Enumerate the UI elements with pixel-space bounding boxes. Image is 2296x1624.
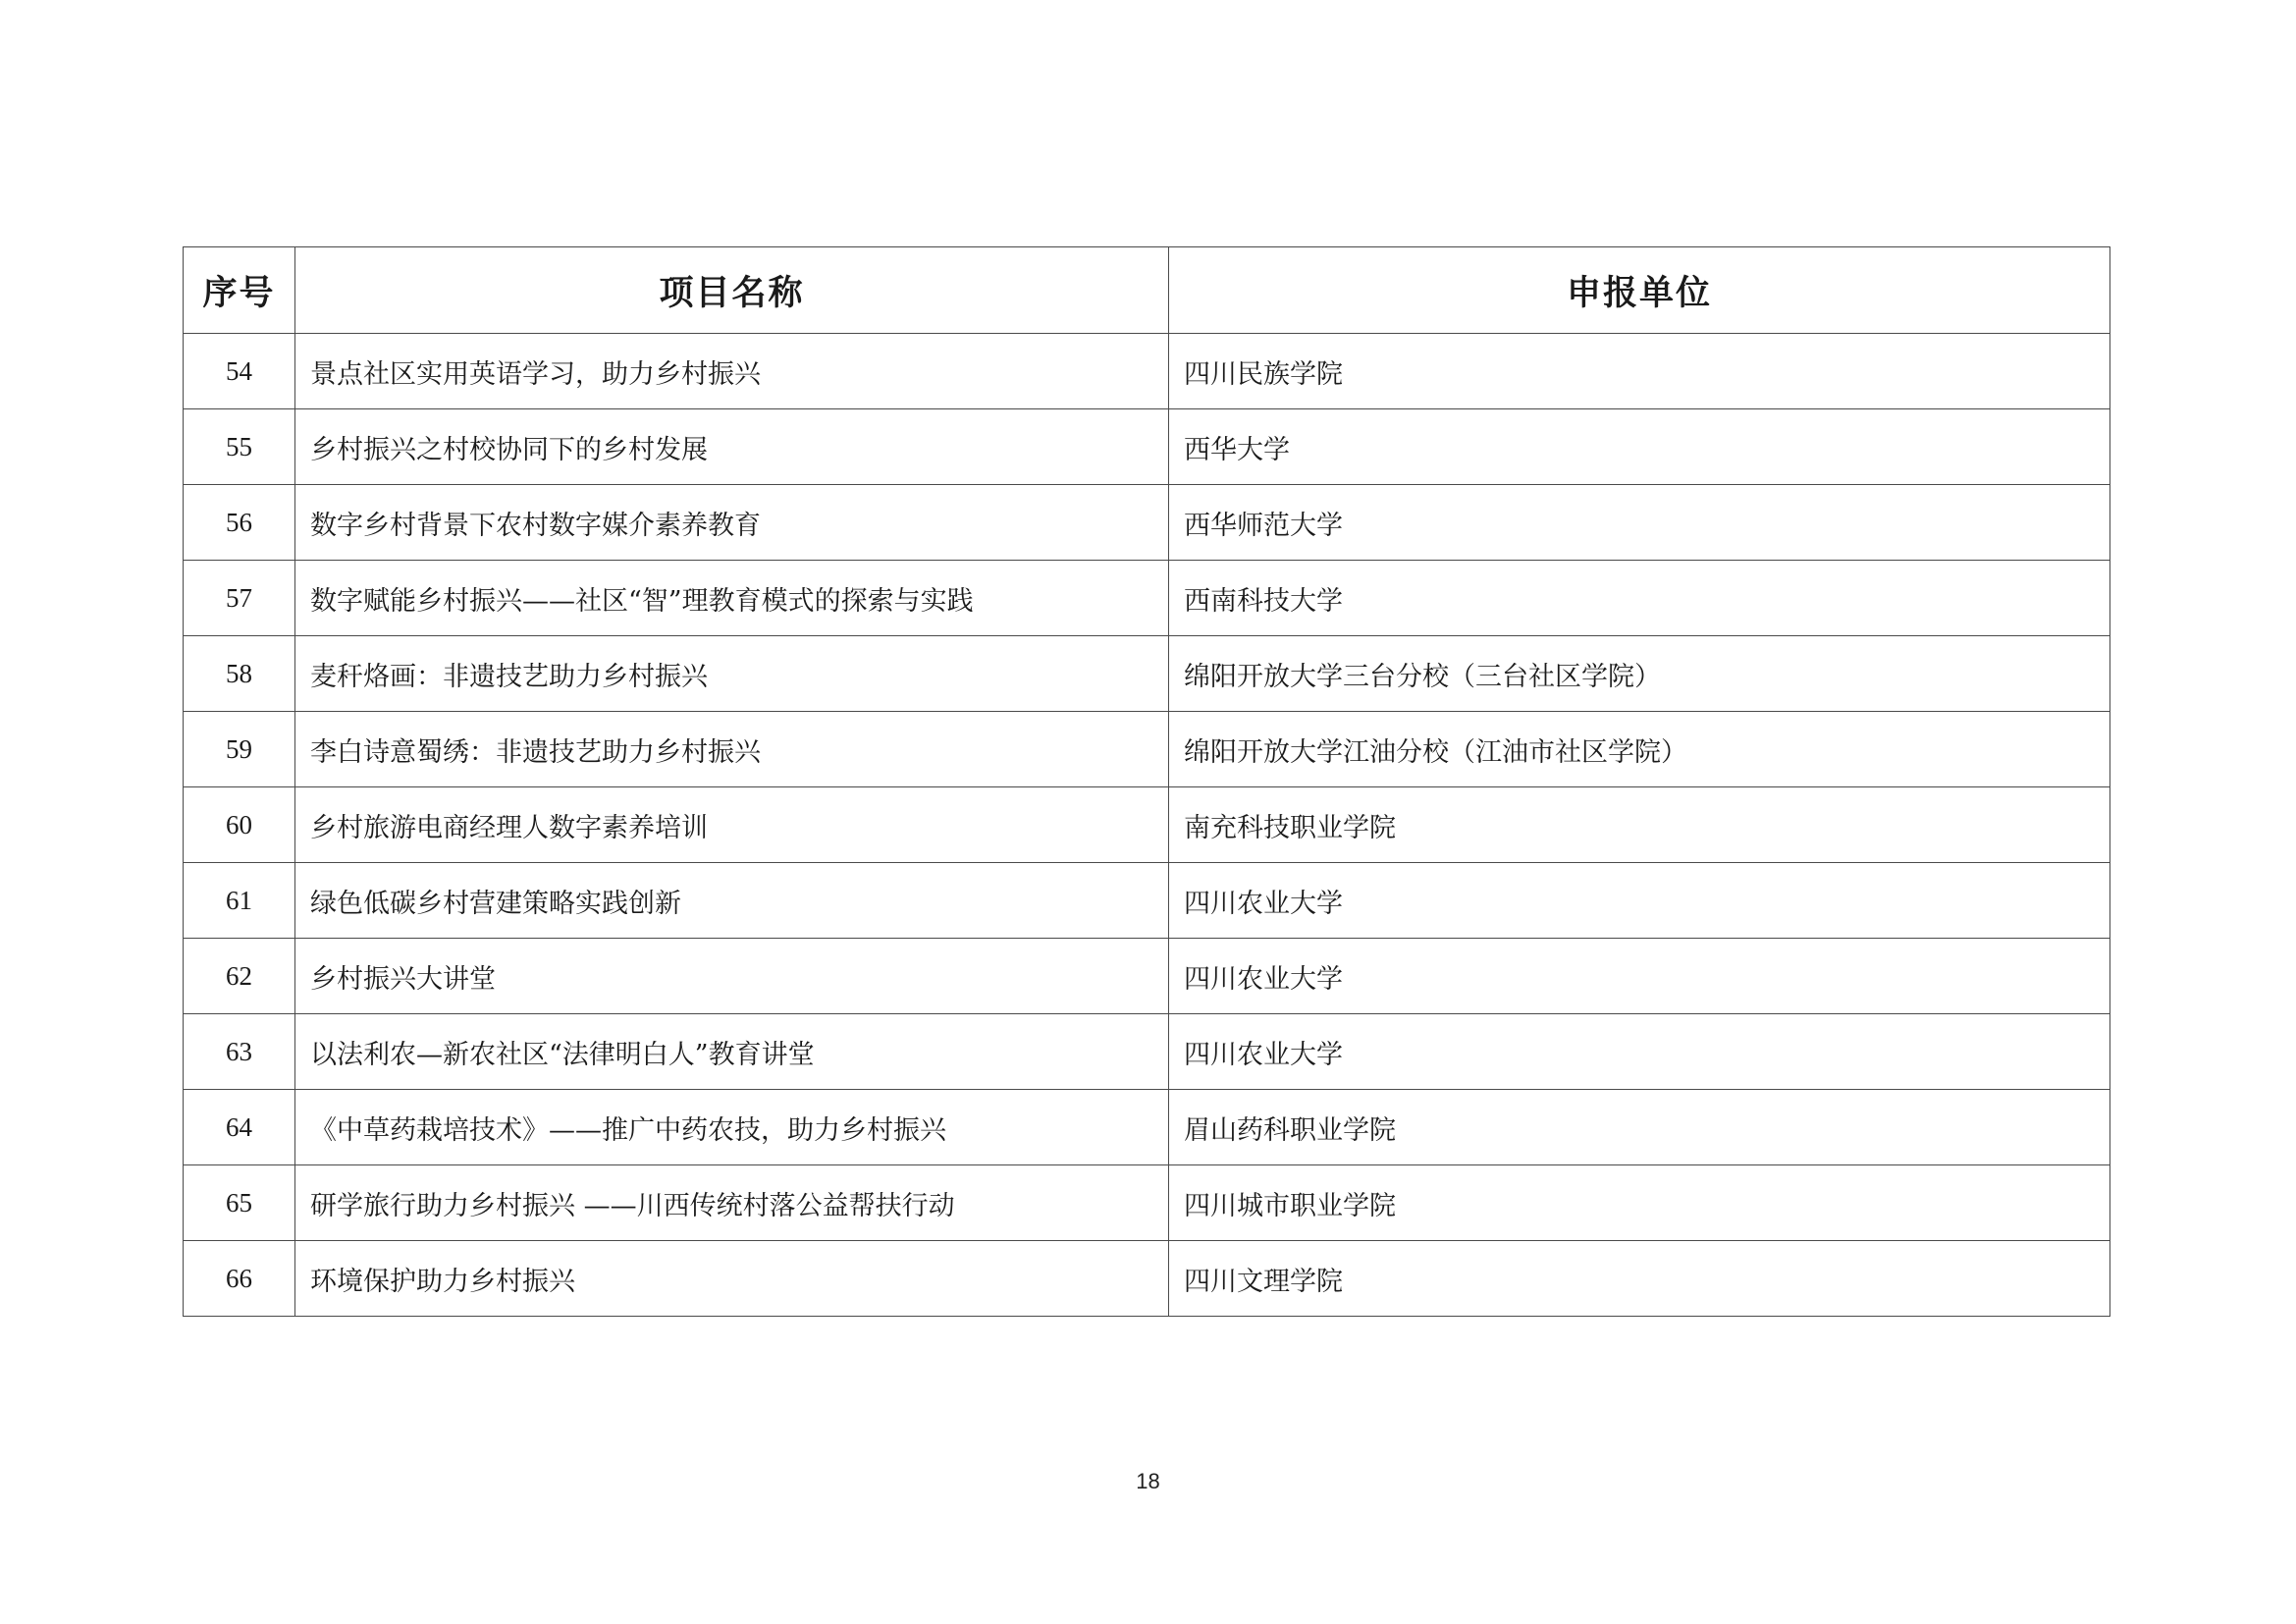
table-row [184, 485, 2110, 561]
serial-number-cell: 63 [184, 1014, 295, 1090]
table-row [184, 334, 2110, 409]
header-row [184, 247, 2110, 334]
project-name-cell: 李白诗意蜀绣：非遗技艺助力乡村振兴 [295, 712, 1169, 787]
applicant-unit-cell: 四川农业大学 [1169, 863, 2110, 939]
serial-number-cell: 65 [184, 1165, 295, 1241]
header-applicant-unit: 申报单位 [1169, 247, 2110, 334]
table-row [184, 561, 2110, 636]
applicant-unit-cell: 西华大学 [1169, 409, 2110, 485]
table-body [184, 334, 2110, 1317]
applicant-unit-cell: 绵阳开放大学江油分校（江油市社区学院） [1169, 712, 2110, 787]
applicant-unit-cell: 四川民族学院 [1169, 334, 2110, 409]
project-name-cell: 研学旅行助力乡村振兴 ——川西传统村落公益帮扶行动 [295, 1165, 1169, 1241]
table-row [184, 1165, 2110, 1241]
table-row [184, 939, 2110, 1014]
applicant-unit-cell: 四川城市职业学院 [1169, 1165, 2110, 1241]
table-row [184, 1241, 2110, 1317]
table-row [184, 863, 2110, 939]
project-name-cell: 以法利农—新农社区“法律明白人”教育讲堂 [295, 1014, 1169, 1090]
applicant-unit-cell: 四川文理学院 [1169, 1241, 2110, 1317]
header-project-name: 项目名称 [295, 247, 1169, 334]
applicant-unit-cell: 西华师范大学 [1169, 485, 2110, 561]
project-table [183, 246, 2110, 1317]
applicant-unit-cell: 四川农业大学 [1169, 1014, 2110, 1090]
header-serial-number: 序号 [184, 247, 295, 334]
serial-number-cell: 60 [184, 787, 295, 863]
applicant-unit-cell: 南充科技职业学院 [1169, 787, 2110, 863]
table-row [184, 1014, 2110, 1090]
serial-number-cell: 55 [184, 409, 295, 485]
serial-number-cell: 57 [184, 561, 295, 636]
serial-number-cell: 62 [184, 939, 295, 1014]
table-row [184, 636, 2110, 712]
project-name-cell: 麦秆烙画：非遗技艺助力乡村振兴 [295, 636, 1169, 712]
applicant-unit-cell: 绵阳开放大学三台分校（三台社区学院） [1169, 636, 2110, 712]
serial-number-cell: 58 [184, 636, 295, 712]
project-name-cell: 乡村旅游电商经理人数字素养培训 [295, 787, 1169, 863]
serial-number-cell: 61 [184, 863, 295, 939]
project-name-cell: 乡村振兴大讲堂 [295, 939, 1169, 1014]
project-name-cell: 《中草药栽培技术》——推广中药农技，助力乡村振兴 [295, 1090, 1169, 1165]
project-name-cell: 景点社区实用英语学习，助力乡村振兴 [295, 334, 1169, 409]
project-name-cell: 乡村振兴之村校协同下的乡村发展 [295, 409, 1169, 485]
serial-number-cell: 64 [184, 1090, 295, 1165]
project-name-cell: 数字赋能乡村振兴——社区“智”理教育模式的探索与实践 [295, 561, 1169, 636]
table-row [184, 712, 2110, 787]
serial-number-cell: 56 [184, 485, 295, 561]
table-header [184, 247, 2110, 334]
project-name-cell: 绿色低碳乡村营建策略实践创新 [295, 863, 1169, 939]
applicant-unit-cell: 四川农业大学 [1169, 939, 2110, 1014]
project-name-cell: 数字乡村背景下农村数字媒介素养教育 [295, 485, 1169, 561]
table-row [184, 1090, 2110, 1165]
table-row [184, 787, 2110, 863]
project-name-cell: 环境保护助力乡村振兴 [295, 1241, 1169, 1317]
page-number: 18 [1136, 1469, 1160, 1493]
table-row [184, 409, 2110, 485]
applicant-unit-cell: 西南科技大学 [1169, 561, 2110, 636]
serial-number-cell: 66 [184, 1241, 295, 1317]
serial-number-cell: 54 [184, 334, 295, 409]
applicant-unit-cell: 眉山药科职业学院 [1169, 1090, 2110, 1165]
serial-number-cell: 59 [184, 712, 295, 787]
